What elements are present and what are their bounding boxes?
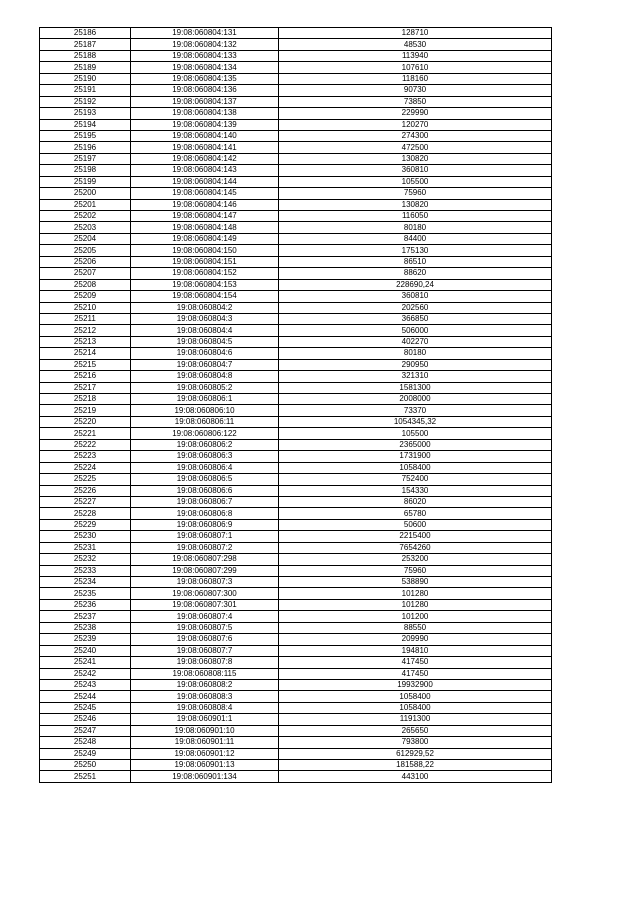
value-cell: 2008000	[279, 394, 552, 405]
value-cell: 253200	[279, 554, 552, 565]
cadastral-number-cell: 19:08:060806:3	[131, 451, 279, 462]
row-number-cell: 25232	[40, 554, 131, 565]
row-number-cell: 25200	[40, 188, 131, 199]
table-row	[40, 279, 552, 290]
cadastral-number-cell: 19:08:060804:149	[131, 233, 279, 244]
cadastral-number-cell: 19:08:060804:144	[131, 176, 279, 187]
value-cell: 65780	[279, 508, 552, 519]
table-row	[40, 313, 552, 324]
table-row	[40, 565, 552, 576]
cadastral-number-cell: 19:08:060804:146	[131, 199, 279, 210]
value-cell: 2365000	[279, 439, 552, 450]
row-number-cell: 25235	[40, 588, 131, 599]
table-row	[40, 542, 552, 553]
table-row	[40, 96, 552, 107]
cadastral-number-cell: 19:08:060804:139	[131, 119, 279, 130]
table-row	[40, 233, 552, 244]
table-row	[40, 748, 552, 759]
row-number-cell: 25244	[40, 691, 131, 702]
value-cell: 48530	[279, 39, 552, 50]
row-number-cell: 25247	[40, 725, 131, 736]
value-cell: 105500	[279, 176, 552, 187]
cadastral-number-cell: 19:08:060804:148	[131, 222, 279, 233]
row-number-cell: 25207	[40, 268, 131, 279]
row-number-cell: 25213	[40, 336, 131, 347]
value-cell: 75960	[279, 188, 552, 199]
row-number-cell: 25204	[40, 233, 131, 244]
table-row	[40, 199, 552, 210]
table-row	[40, 39, 552, 50]
row-number-cell: 25231	[40, 542, 131, 553]
row-number-cell: 25241	[40, 657, 131, 668]
value-cell: 194810	[279, 645, 552, 656]
value-cell: 1058400	[279, 462, 552, 473]
cadastral-number-cell: 19:08:060808:115	[131, 668, 279, 679]
table-row	[40, 737, 552, 748]
value-cell: 506000	[279, 325, 552, 336]
row-number-cell: 25219	[40, 405, 131, 416]
cadastral-number-cell: 19:08:060807:5	[131, 622, 279, 633]
table-row	[40, 679, 552, 690]
cadastral-number-cell: 19:08:060807:298	[131, 554, 279, 565]
value-cell: 128710	[279, 28, 552, 39]
cadastral-number-cell: 19:08:060808:4	[131, 702, 279, 713]
value-cell: 1731900	[279, 451, 552, 462]
value-cell: 752400	[279, 474, 552, 485]
cadastral-number-cell: 19:08:060804:138	[131, 108, 279, 119]
cadastral-number-cell: 19:08:060805:2	[131, 382, 279, 393]
cadastral-number-cell: 19:08:060901:134	[131, 771, 279, 782]
cadastral-number-cell: 19:08:060807:2	[131, 542, 279, 553]
value-cell: 107610	[279, 62, 552, 73]
cadastral-number-cell: 19:08:060804:151	[131, 256, 279, 267]
table-row	[40, 691, 552, 702]
value-cell: 538890	[279, 577, 552, 588]
cadastral-number-cell: 19:08:060901:10	[131, 725, 279, 736]
value-cell: 90730	[279, 85, 552, 96]
value-cell: 120270	[279, 119, 552, 130]
table-row	[40, 714, 552, 725]
row-number-cell: 25205	[40, 245, 131, 256]
table-row	[40, 348, 552, 359]
value-cell: 360810	[279, 165, 552, 176]
row-number-cell: 25217	[40, 382, 131, 393]
table-row	[40, 268, 552, 279]
row-number-cell: 25203	[40, 222, 131, 233]
cadastral-number-cell: 19:08:060804:147	[131, 211, 279, 222]
cadastral-number-cell: 19:08:060807:301	[131, 599, 279, 610]
cadastral-number-cell: 19:08:060807:6	[131, 634, 279, 645]
table-row	[40, 622, 552, 633]
table-row	[40, 462, 552, 473]
cadastral-number-cell: 19:08:060806:4	[131, 462, 279, 473]
row-number-cell: 25220	[40, 416, 131, 427]
row-number-cell: 25233	[40, 565, 131, 576]
cadastral-number-cell: 19:08:060901:12	[131, 748, 279, 759]
row-number-cell: 25243	[40, 679, 131, 690]
row-number-cell: 25209	[40, 291, 131, 302]
cadastral-number-cell: 19:08:060804:150	[131, 245, 279, 256]
table-row	[40, 222, 552, 233]
value-cell: 1191300	[279, 714, 552, 725]
cadastral-number-cell: 19:08:060808:3	[131, 691, 279, 702]
value-cell: 101200	[279, 611, 552, 622]
cadastral-number-cell: 19:08:060806:5	[131, 474, 279, 485]
row-number-cell: 25208	[40, 279, 131, 290]
table-row	[40, 416, 552, 427]
value-cell: 366850	[279, 313, 552, 324]
cadastral-number-cell: 19:08:060806:10	[131, 405, 279, 416]
row-number-cell: 25193	[40, 108, 131, 119]
value-cell: 130820	[279, 153, 552, 164]
value-cell: 73370	[279, 405, 552, 416]
cadastral-number-cell: 19:08:060804:145	[131, 188, 279, 199]
row-number-cell: 25187	[40, 39, 131, 50]
table-row	[40, 428, 552, 439]
table-row	[40, 645, 552, 656]
table-row	[40, 153, 552, 164]
table-row	[40, 130, 552, 141]
value-cell: 417450	[279, 668, 552, 679]
value-cell: 101280	[279, 599, 552, 610]
cadastral-number-cell: 19:08:060804:131	[131, 28, 279, 39]
value-cell: 793800	[279, 737, 552, 748]
row-number-cell: 25228	[40, 508, 131, 519]
value-cell: 105500	[279, 428, 552, 439]
value-cell: 175130	[279, 245, 552, 256]
cadastral-number-cell: 19:08:060806:8	[131, 508, 279, 519]
cadastral-number-cell: 19:08:060807:7	[131, 645, 279, 656]
table-row	[40, 634, 552, 645]
value-cell: 290950	[279, 359, 552, 370]
value-cell: 1581300	[279, 382, 552, 393]
cadastral-number-cell: 19:08:060804:5	[131, 336, 279, 347]
value-cell: 417450	[279, 657, 552, 668]
table-row	[40, 519, 552, 530]
table-row	[40, 474, 552, 485]
row-number-cell: 25227	[40, 496, 131, 507]
cadastral-number-cell: 19:08:060806:6	[131, 485, 279, 496]
row-number-cell: 25251	[40, 771, 131, 782]
row-number-cell: 25226	[40, 485, 131, 496]
row-number-cell: 25186	[40, 28, 131, 39]
value-cell: 402270	[279, 336, 552, 347]
table-row	[40, 73, 552, 84]
row-number-cell: 25199	[40, 176, 131, 187]
table-row	[40, 554, 552, 565]
table-row	[40, 142, 552, 153]
cadastral-number-cell: 19:08:060804:142	[131, 153, 279, 164]
row-number-cell: 25222	[40, 439, 131, 450]
row-number-cell: 25198	[40, 165, 131, 176]
row-number-cell: 25248	[40, 737, 131, 748]
row-number-cell: 25211	[40, 313, 131, 324]
table-row	[40, 62, 552, 73]
value-cell: 80180	[279, 222, 552, 233]
table-row	[40, 531, 552, 542]
row-number-cell: 25206	[40, 256, 131, 267]
row-number-cell: 25210	[40, 302, 131, 313]
value-cell: 360810	[279, 291, 552, 302]
value-cell: 80180	[279, 348, 552, 359]
table-row	[40, 188, 552, 199]
cadastral-number-cell: 19:08:060806:122	[131, 428, 279, 439]
table-row	[40, 405, 552, 416]
row-number-cell: 25192	[40, 96, 131, 107]
value-cell: 443100	[279, 771, 552, 782]
value-cell: 73850	[279, 96, 552, 107]
value-cell: 228690,24	[279, 279, 552, 290]
cadastral-number-cell: 19:08:060804:141	[131, 142, 279, 153]
row-number-cell: 25201	[40, 199, 131, 210]
row-number-cell: 25246	[40, 714, 131, 725]
cadastral-number-cell: 19:08:060804:132	[131, 39, 279, 50]
table-row	[40, 760, 552, 771]
cadastral-number-cell: 19:08:060804:154	[131, 291, 279, 302]
value-cell: 86020	[279, 496, 552, 507]
row-number-cell: 25225	[40, 474, 131, 485]
value-cell: 101280	[279, 588, 552, 599]
value-cell: 274300	[279, 130, 552, 141]
value-cell: 181588,22	[279, 760, 552, 771]
value-cell: 209990	[279, 634, 552, 645]
value-cell: 75960	[279, 565, 552, 576]
cadastral-number-cell: 19:08:060806:7	[131, 496, 279, 507]
value-cell: 113940	[279, 50, 552, 61]
value-cell: 7654260	[279, 542, 552, 553]
cadastral-number-cell: 19:08:060804:153	[131, 279, 279, 290]
row-number-cell: 25242	[40, 668, 131, 679]
cadastral-number-cell: 19:08:060804:134	[131, 62, 279, 73]
value-cell: 321310	[279, 371, 552, 382]
row-number-cell: 25202	[40, 211, 131, 222]
value-cell: 118160	[279, 73, 552, 84]
row-number-cell: 25214	[40, 348, 131, 359]
row-number-cell: 25240	[40, 645, 131, 656]
row-number-cell: 25188	[40, 50, 131, 61]
value-cell: 88550	[279, 622, 552, 633]
table-row	[40, 85, 552, 96]
row-number-cell: 25196	[40, 142, 131, 153]
row-number-cell: 25194	[40, 119, 131, 130]
cadastral-number-cell: 19:08:060804:136	[131, 85, 279, 96]
value-cell: 2215400	[279, 531, 552, 542]
cadastral-value-table	[39, 27, 552, 783]
row-number-cell: 25189	[40, 62, 131, 73]
value-cell: 130820	[279, 199, 552, 210]
row-number-cell: 25218	[40, 394, 131, 405]
table-row	[40, 382, 552, 393]
cadastral-number-cell: 19:08:060804:140	[131, 130, 279, 141]
table-row	[40, 291, 552, 302]
row-number-cell: 25223	[40, 451, 131, 462]
value-cell: 265650	[279, 725, 552, 736]
cadastral-number-cell: 19:08:060804:137	[131, 96, 279, 107]
value-cell: 116050	[279, 211, 552, 222]
row-number-cell: 25236	[40, 599, 131, 610]
table-row	[40, 108, 552, 119]
row-number-cell: 25190	[40, 73, 131, 84]
cadastral-number-cell: 19:08:060807:4	[131, 611, 279, 622]
value-cell: 202560	[279, 302, 552, 313]
table-row	[40, 439, 552, 450]
cadastral-number-cell: 19:08:060807:1	[131, 531, 279, 542]
table-row	[40, 508, 552, 519]
value-cell: 84400	[279, 233, 552, 244]
row-number-cell: 25221	[40, 428, 131, 439]
row-number-cell: 25237	[40, 611, 131, 622]
table-row	[40, 336, 552, 347]
cadastral-number-cell: 19:08:060806:11	[131, 416, 279, 427]
cadastral-number-cell: 19:08:060806:9	[131, 519, 279, 530]
table-row	[40, 771, 552, 782]
cadastral-number-cell: 19:08:060807:300	[131, 588, 279, 599]
table-row	[40, 657, 552, 668]
table-row	[40, 325, 552, 336]
cadastral-number-cell: 19:08:060804:3	[131, 313, 279, 324]
table-row	[40, 702, 552, 713]
cadastral-number-cell: 19:08:060901:11	[131, 737, 279, 748]
table-body	[40, 28, 552, 783]
table-row	[40, 451, 552, 462]
value-cell: 1058400	[279, 691, 552, 702]
cadastral-number-cell: 19:08:060804:143	[131, 165, 279, 176]
table-row	[40, 359, 552, 370]
row-number-cell: 25215	[40, 359, 131, 370]
table-row	[40, 485, 552, 496]
row-number-cell: 25191	[40, 85, 131, 96]
table-row	[40, 165, 552, 176]
table-row	[40, 256, 552, 267]
cadastral-number-cell: 19:08:060804:4	[131, 325, 279, 336]
cadastral-number-cell: 19:08:060901:13	[131, 760, 279, 771]
row-number-cell: 25195	[40, 130, 131, 141]
row-number-cell: 25238	[40, 622, 131, 633]
cadastral-number-cell: 19:08:060804:2	[131, 302, 279, 313]
cadastral-number-cell: 19:08:060807:299	[131, 565, 279, 576]
cadastral-number-cell: 19:08:060807:3	[131, 577, 279, 588]
cadastral-number-cell: 19:08:060806:2	[131, 439, 279, 450]
value-cell: 88620	[279, 268, 552, 279]
row-number-cell: 25249	[40, 748, 131, 759]
value-cell: 154330	[279, 485, 552, 496]
value-cell: 1054345,32	[279, 416, 552, 427]
cadastral-number-cell: 19:08:060804:133	[131, 50, 279, 61]
value-cell: 472500	[279, 142, 552, 153]
cadastral-number-cell: 19:08:060804:135	[131, 73, 279, 84]
value-cell: 50600	[279, 519, 552, 530]
row-number-cell: 25245	[40, 702, 131, 713]
value-cell: 86510	[279, 256, 552, 267]
row-number-cell: 25224	[40, 462, 131, 473]
row-number-cell: 25229	[40, 519, 131, 530]
table-row	[40, 211, 552, 222]
value-cell: 229990	[279, 108, 552, 119]
table-row	[40, 668, 552, 679]
table-row	[40, 302, 552, 313]
table-row	[40, 176, 552, 187]
table-row	[40, 119, 552, 130]
table-row	[40, 496, 552, 507]
table-row	[40, 245, 552, 256]
cadastral-number-cell: 19:08:060804:152	[131, 268, 279, 279]
value-cell: 1058400	[279, 702, 552, 713]
row-number-cell: 25197	[40, 153, 131, 164]
table-row	[40, 50, 552, 61]
cadastral-number-cell: 19:08:060804:7	[131, 359, 279, 370]
row-number-cell: 25230	[40, 531, 131, 542]
cadastral-number-cell: 19:08:060808:2	[131, 679, 279, 690]
row-number-cell: 25234	[40, 577, 131, 588]
value-cell: 612929,52	[279, 748, 552, 759]
table-row	[40, 371, 552, 382]
table-row	[40, 394, 552, 405]
table-row	[40, 588, 552, 599]
table-row	[40, 599, 552, 610]
table-row	[40, 577, 552, 588]
value-cell: 19932900	[279, 679, 552, 690]
cadastral-number-cell: 19:08:060804:6	[131, 348, 279, 359]
row-number-cell: 25216	[40, 371, 131, 382]
cadastral-number-cell: 19:08:060806:1	[131, 394, 279, 405]
cadastral-number-cell: 19:08:060807:8	[131, 657, 279, 668]
row-number-cell: 25239	[40, 634, 131, 645]
cadastral-number-cell: 19:08:060901:1	[131, 714, 279, 725]
table-row	[40, 611, 552, 622]
cadastral-number-cell: 19:08:060804:8	[131, 371, 279, 382]
table-row	[40, 725, 552, 736]
row-number-cell: 25212	[40, 325, 131, 336]
table-row	[40, 28, 552, 39]
row-number-cell: 25250	[40, 760, 131, 771]
